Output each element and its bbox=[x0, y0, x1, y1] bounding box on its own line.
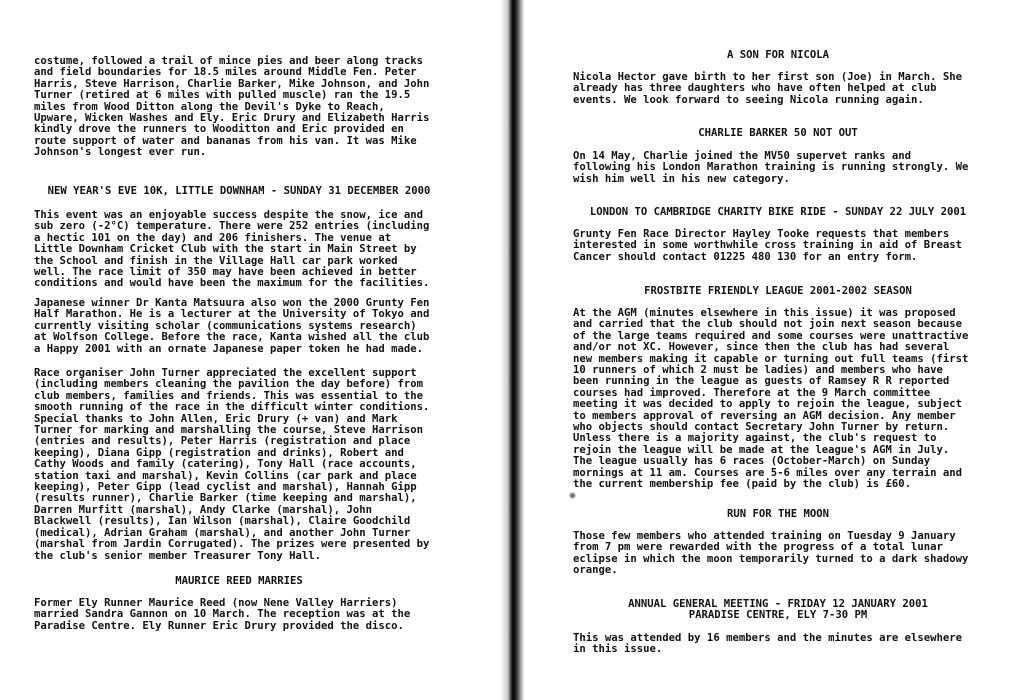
son-for-nicola-heading: A SON FOR NICOLA bbox=[726, 49, 830, 61]
charlie-barker-paragraph: On 14 May, Charlie joined the MV50 supervet ranks and following his London Marathon training is running strongly. We wish him well in his new category. bbox=[573, 150, 969, 185]
new-years-eve-heading: NEW YEAR'S EVE 10K, LITTLE DOWNHAM - SUNDAY 31 DECEMBER 2000 bbox=[47, 185, 431, 197]
bike-ride-paragraph: Grunty Fen Race Director Hayley Tooke requests that members interested in some worthwhile cross training in aid of Breast Cancer should contact 01225 480 130 for an entry form. bbox=[573, 228, 963, 263]
agm-heading-line-1: ANNUAL GENERAL MEETING - FRIDAY 12 JANUARY 2001 bbox=[628, 598, 928, 610]
print-speck bbox=[569, 492, 576, 499]
run-for-the-moon-heading: RUN FOR THE MOON bbox=[726, 508, 830, 520]
frostbite-league-paragraph: At the AGM (minutes elsewhere in this issue) it was proposed and carried that the club should not join next season because of the large teams required and some courses were unattractive and/or not XC. However, since then the club has had several new members making it capable or turning out full teams (first 10 runners of which 2 must be ladies) and members who have been running in the league as guests of Ramsey R R reported courses had improved. Therefore at the 9 March committee meeting it was decided to apply to rejoin the league, subject to members approval of reversing an AGM decision. Any member who objects should contact Secretary John Turner by return. Unless there is a majority against, the club's request to rejoin the league will be made at the league's AGM in July. The league usually has 6 races (October-March) on Sunday mornings at 11 am. Courses are 5-6 miles over any terrain and the current membership fee (paid by the club) is £60. bbox=[573, 307, 969, 491]
new-years-eve-paragraph-3: Race organiser John Turner appreciated the excellent support (including members cleaning the pavilion the day before) from club members, families and friends. This was essential to the smooth running of the race in the difficult winter conditions. Special thanks to John Allen, Eric Drury (+ van) and Mark Turner for marking and marshalling the course, Steve Harrison (entries and results), Peter Harris (registration and place keeping), Diana Gipp (registration and drinks), Robert and Cathy Woods and family (catering), Tony Hall (race accounts, station taxi and marshal), Kevin Collins (car park and place keeping), Peter Gipp (lead cyclist and marshal), Hannah Gipp (results runner), Charlie Barker (time keeping and marshal), Darren Murfitt (marshal), Andy Clarke (marshal), John Blackwell (results), Ian Wilson (marshal), Claire Goodchild (medical), Adrian Graham (marshal), and another John Turner (marshal from Jardin Corrugated). The prizes were presented by the club's senior member Treasurer Tony Hall. bbox=[34, 367, 430, 562]
run-for-the-moon-paragraph: Those few members who attended training on Tuesday 9 January from 7 pm were rewarded with the progress of a total lunar eclipse in which the moon temporarily turned to a dark shadowy orange. bbox=[573, 530, 969, 577]
book-spine bbox=[500, 0, 525, 700]
right-page bbox=[525, 0, 1009, 700]
new-years-eve-paragraph-2: Japanese winner Dr Kanta Matsuura also won the 2000 Grunty Fen Half Marathon. He is a lecturer at the University of Tokyo and currently visiting scholar (communications systems research) at Wolfson College. Before the race, Kanta wished all the club a Happy 2001 with an ornate Japanese paper token he had made. bbox=[34, 297, 430, 355]
maurice-reed-heading: MAURICE REED MARRIES bbox=[175, 575, 303, 587]
frostbite-league-heading: FROSTBITE FRIENDLY LEAGUE 2001-2002 SEASON bbox=[644, 285, 912, 297]
intro-paragraph: costume, followed a trail of mince pies and beer along tracks and field boundaries for 18.5 miles around Middle Fen. Peter Harris, Steve Harrison, Charlie Barker, Mike Johnson, and John Turner (retired at 6 miles with pulled muscle) ran the 19.5 miles from Wood Ditton along the Devil's Dyke to Reach, Upware, Wicken Washes and Ely. Eric Drury and Elizabeth Harris kindly drove the runners to Wooditton and Eric provided en route support of water and bananas from his van. It was Mike Johnson's longest ever run. bbox=[34, 55, 430, 159]
agm-paragraph: This was attended by 16 members and the minutes are elsewhere in this issue. bbox=[573, 632, 963, 656]
charlie-barker-heading: CHARLIE BARKER 50 NOT OUT bbox=[698, 127, 858, 139]
son-for-nicola-paragraph: Nicola Hector gave birth to her first son (Joe) in March. She already has three daughters who have often helped at club events. We look forward to seeing Nicola running again. bbox=[573, 71, 963, 106]
bike-ride-heading: LONDON TO CAMBRIDGE CHARITY BIKE RIDE - SUNDAY 22 JULY 2001 bbox=[589, 206, 967, 218]
left-page bbox=[0, 0, 500, 700]
new-years-eve-paragraph-1: This event was an enjoyable success despite the snow, ice and sub zero (-2°C) temperature. There were 252 entries (including a hectic 101 on the day) and 206 finishers. The venue at Little Downham Cricket Club with the start in Main Street by the School and finish in the Village Hall car park worked well. The race limit of 350 may have been achieved in better conditions and would have been the maximum for the facilities. bbox=[34, 209, 430, 290]
agm-heading-line-2: PARADISE CENTRE, ELY 7-30 PM bbox=[688, 609, 868, 621]
maurice-reed-paragraph: Former Ely Runner Maurice Reed (now Nene Valley Harriers) married Sandra Gannon on 10 March. The reception was at the Paradise Centre. Ely Runner Eric Drury provided the disco. bbox=[34, 597, 411, 632]
